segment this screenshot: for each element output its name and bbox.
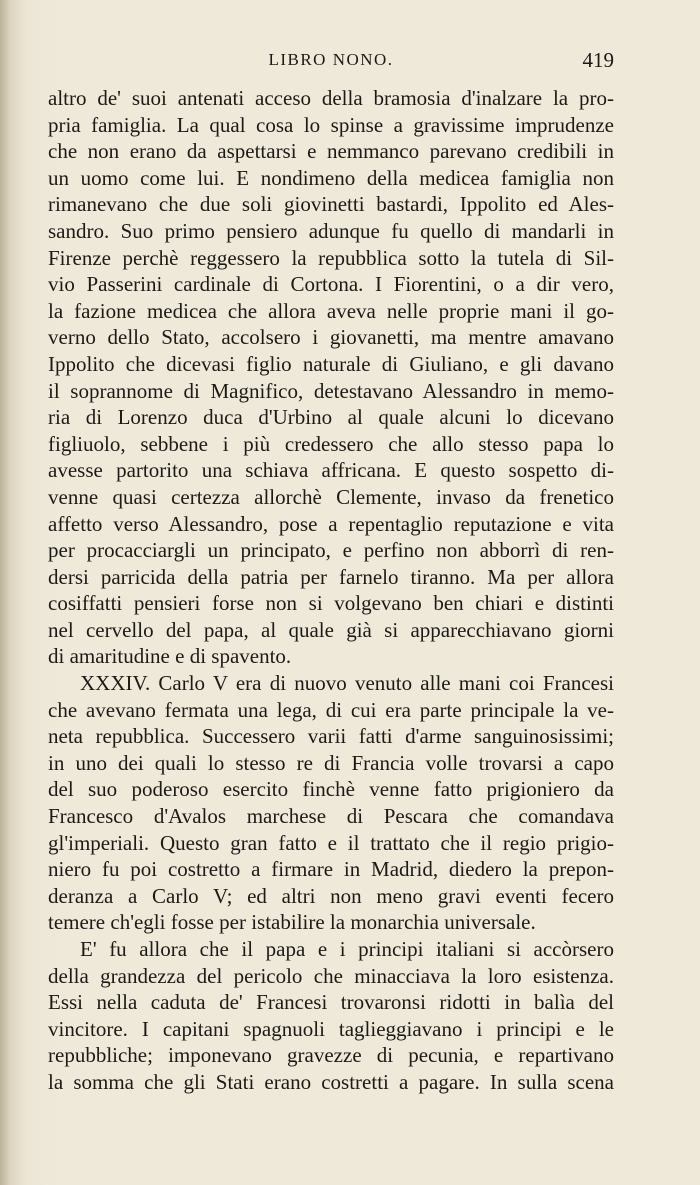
text-line: neta repubblica. Successero varii fatti d'arme sanguinosissimi; <box>48 724 614 749</box>
running-head: LIBRO NONO. <box>268 50 394 69</box>
text-line: figliuolo, sebbene i più credessero che allo stesso papa lo <box>48 431 614 456</box>
text-line: Ippolito che dicevasi figlio naturale di Giuliano, e gli davano <box>48 351 614 376</box>
page-header <box>48 46 614 78</box>
paragraph-end-line: di amaritudine e di spavento. <box>48 644 292 669</box>
text-line: venne quasi certezza allorchè Clemente, invaso da frenetico <box>48 484 614 509</box>
text-line: nel cervello del papa, al quale già si apparecchiavano giorni <box>48 617 614 642</box>
text-line: in uno dei quali lo stesso re di Francia volle trovarsi a capo <box>48 750 614 775</box>
text-line: altro de' suoi antenati acceso della bramosia d'inalzare la pro- <box>48 86 614 110</box>
text-line: la fazione medicea che allora aveva nelle proprie mani il go- <box>48 298 614 323</box>
text-line: la somma che gli Stati erano costretti a pagare. In sulla scena <box>48 1069 614 1094</box>
paragraph-start-line: E' fu allora che il papa e i principi italiani si accòrsero <box>80 937 614 961</box>
paragraph-end-line: temere ch'egli fosse per istabilire la monarchia universale. <box>48 910 536 935</box>
text-line: vincitore. I capitani spagnuoli taglieggiavano i principi e le <box>48 1016 614 1041</box>
text-line: per procacciargli un principato, e perfino non abborrì di ren- <box>48 538 614 563</box>
text-line: della grandezza del pericolo che minacciava la loro esistenza. <box>48 963 614 988</box>
text-line: avesse partorito una schiava affricana. E questo sospetto di- <box>48 458 614 483</box>
text-line: pria famiglia. La qual cosa lo spinse a gravissime imprudenze <box>48 112 614 137</box>
text-line: niero fu poi costretto a firmare in Madrid, diedero la prepon- <box>48 857 614 882</box>
text-line: del suo poderoso esercito finchè venne fatto prigioniero da <box>48 777 614 802</box>
body-text <box>48 85 614 1096</box>
page-number: 419 <box>582 48 614 72</box>
text-line: repubbliche; imponevano gravezze di pecunia, e repartivano <box>48 1043 614 1068</box>
text-line: gl'imperiali. Questo gran fatto e il trattato che il regio prigio- <box>48 830 614 855</box>
text-line: verno dello Stato, accolsero i giovanetti, ma mentre amavano <box>48 325 614 350</box>
text-line: rimanevano che due soli giovinetti bastardi, Ippolito ed Ales- <box>48 192 614 217</box>
text-line: cosiffatti pensieri forse non si volgevano ben chiari e distinti <box>48 591 614 616</box>
text-line: Firenze perchè reggessero la repubblica sotto la tutela di Sil- <box>48 245 614 270</box>
text-line: il soprannome di Magnifico, detestavano Alessandro in memo- <box>48 378 614 403</box>
text-line: che non erano da aspettarsi e nemmanco parevano credibili in <box>48 139 614 164</box>
text-line: dersi parricida della patria per farnelo tiranno. Ma per allora <box>48 564 614 589</box>
text-line: un uomo come lui. E nondimeno della medicea famiglia non <box>48 165 614 190</box>
text-line: Francesco d'Avalos marchese di Pescara che comandava <box>48 804 614 829</box>
text-line: ria di Lorenzo duca d'Urbino al quale alcuni lo dicevano <box>48 405 614 430</box>
text-line: affetto verso Alessandro, pose a repentaglio reputazione e vita <box>48 511 614 536</box>
section-start-line: XXXIV. Carlo V era di nuovo venuto alle mani coi Francesi <box>80 671 614 696</box>
text-line: Essi nella caduta de' Francesi trovaronsi ridotti in balìa del <box>48 990 614 1015</box>
text-line: sandro. Suo primo pensiero adunque fu quello di mandarli in <box>48 218 614 243</box>
text-line: vio Passerini cardinale di Cortona. I Fiorentini, o a dir vero, <box>48 272 614 297</box>
text-line: deranza a Carlo V; ed altri non meno gravi eventi fecero <box>48 883 614 908</box>
text-line: che avevano fermata una lega, di cui era parte principale la ve- <box>48 697 614 722</box>
